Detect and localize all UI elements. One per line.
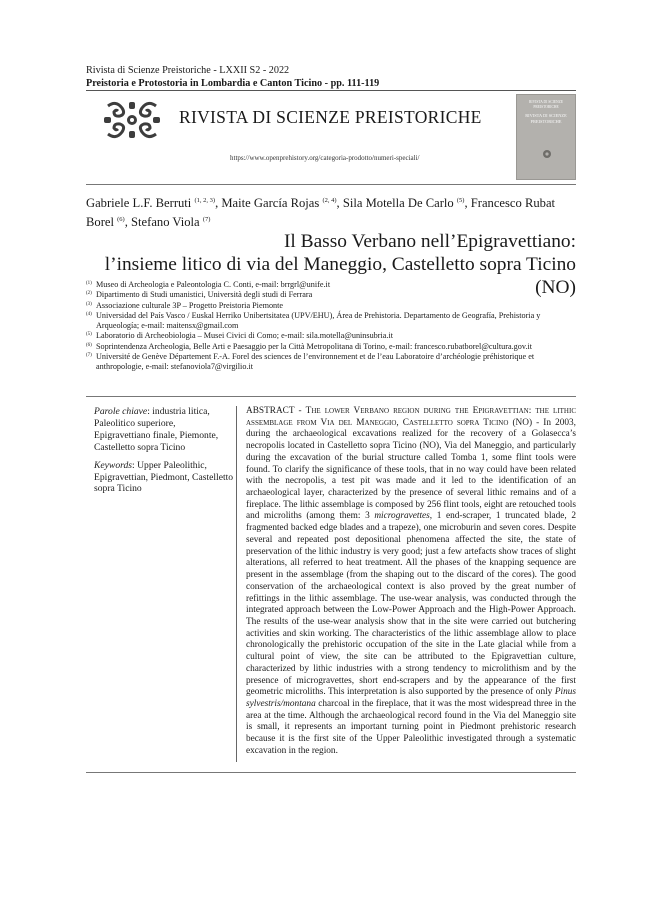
article-title-line-1: Il Basso Verbano nell’Epigravettiano: <box>283 231 576 252</box>
running-header <box>86 64 576 90</box>
affiliation-item: (3) Associazione culturale 3P – Progetto Preistoria Piemonte <box>86 300 284 310</box>
affiliation-item: (4) Universidad del País Vasco / Euskal Herriko Unibertsitatea (UPV/EHU), Área de Prehistoria. Departamento de Geografía, Prehistoria y Arqueología; e-mail: maitensx@gmail.com <box>86 310 541 331</box>
article-title-line-2: l’insieme litico di via del Maneggio, Castelletto sopra Ticino (NO) <box>104 254 576 298</box>
banner-rule-bottom <box>86 184 576 185</box>
abstract-rule-bottom <box>86 772 576 773</box>
keywords-english: Keywords: Upper Paleolithic, Epigravettian, Piedmont, Castelletto sopra Ticino <box>94 459 234 495</box>
header-rule-top <box>86 90 576 91</box>
keywords-panel <box>94 406 234 501</box>
affiliation-item: (6) Soprintendenza Archeologia, Belle Arti e Paesaggio per la Città Metropolitana di Torino, e-mail: francesco.rubatborel@cultura.gov.it <box>86 341 532 351</box>
abstract-heading: The lower Verbano region during the Epigravettian: the lithic assemblage from Via del Maneggio, Castelletto sopra Ticino (NO) <box>246 406 576 428</box>
keywords-italian: Parole chiave: industria litica, Paleolitico superiore, Epigravettiano finale, Piemonte, Castelletto sopra Ticino <box>94 406 219 453</box>
journal-url[interactable]: https://www.openprehistory.org/categoria-prodotto/numeri-speciali/ <box>230 154 420 162</box>
journal-cover-thumbnail <box>516 94 576 180</box>
journal-title: RIVISTA DI SCIENZE PREISTORICHE <box>179 107 482 127</box>
abstract-label: ABSTRACT <box>246 406 295 416</box>
author: Gabriele L.F. Berruti $^{(1, 2, 3)}$, <box>86 196 222 210</box>
cover-title: RIVISTA DI SCIENZE PREISTORICHE <box>525 113 567 124</box>
affiliation-item: (5) Laboratorio di Archeobiologia – Musei Civici di Como; e-mail: sila.motella@uninsubria.it <box>86 331 394 341</box>
column-divider <box>236 406 237 762</box>
abstract-rule-top <box>86 396 576 397</box>
author: Maite García Rojas $^{(2, 4)}$, <box>221 196 343 210</box>
author-list <box>86 193 578 231</box>
cover-seal-icon <box>542 149 552 159</box>
running-header-issue: Preistoria e Protostoria in Lombardia e Canton Ticino - pp. 111-119 <box>86 78 380 89</box>
author: Stefano Viola $^{(7)}$ <box>131 214 211 229</box>
journal-banner <box>86 92 576 184</box>
affiliation-item: (2) Dipartimento di Studi umanistici, Università degli studi di Ferrara <box>86 290 313 300</box>
running-header-journal: Rivista di Scienze Preistoriche - LXXII S2 - 2022 <box>86 65 290 76</box>
author: Francesco Rubat Borel $^{(6)}$, <box>86 196 556 229</box>
affiliation-item: (7) Université de Genève Département F.-A. Forel des sciences de l’environnement et de l’eau Laboratoire d’archéologie préhistorique et anthropologie, e-mail: stefanoviola7@virgilio.it <box>86 352 535 372</box>
affiliation-item: (1) Museo di Archeologia e Paleontologia C. Conti, e-mail: brrgrl@unife.it <box>86 280 331 289</box>
author: Sila Motella De Carlo $^{(5)}$, <box>342 196 471 210</box>
cover-top-text: RIVISTA DI SCIENZE PREISTORICHE <box>528 100 564 109</box>
abstract-section <box>86 398 576 772</box>
affiliation-list <box>86 280 578 373</box>
abstract-text: ABSTRACT - The lower Verbano region during the Epigravettian: the lithic assemblage from Via del Maneggio, Castelletto sopra Ticino (NO) - In 2003, during the archaeological excavations realized for the recovery of a Golasecca’s necropolis located in Castelletto sopra Ticino (NO), Via del Maneggio, and particularly during the excavation of the burial structure called Tomba 1, some flint tools were found. To clarify the significance of these tools, that in no way could have been related with the necropolis, a test pit was made and it led to the identification of an archaeological layer, characterized by the presence of several lithic remains and of a fireplace. The lithic assemblage is composed by 256 flint tools, eight are retouched tools and microliths (among them: 3 microgravettes, 1 end-scraper, 1 truncated blade, 2 fragmented backed edge blades and a trapeze), one microburin and seven cores. Despite several and repeated post depositional phenomena affected the site, the state of preservation of the lithic industry is very good; just a few artefacts show traces of slight alterations, all referred to heat treatment. All the phases of the knapping sequence are present in the assemblage (from the shaping out to the discard of the cores). The good conservation of the archaeological context is also proved by the great number of refittings in the lithic assemblage. The use-wear analysis, was conducted through the integrated approach between the Low-Power Approach and the High-Power Approach. The results of the use-wear analysis show that in the site were carried out butchering activities and skin working. The characteristics of the lithic assemblage allow to place chronologically the prehistoric occupation of the site in the Late glacial while from a cultural point of view, the site can be attributed to the Epigravettian culture, characterized by lithic industries with a strong tendency to microlithism and by the presence of microgravettes, short end-scrapers and by the appearance of the first geometric microliths. This interpretation is also supported by the presence of only Pinus sylvestris/montana charcoal in the fireplace, that it was the most widespread three in the area at the time. Although the archaeological record found in the Via del Maneggio site is small, it represents an important turning point in Piedmont prehistoric research because it is the first site of the Upper Paleolithic investigated through a systematic excavation in the region. <box>246 406 576 756</box>
journal-logo-icon <box>102 100 162 140</box>
